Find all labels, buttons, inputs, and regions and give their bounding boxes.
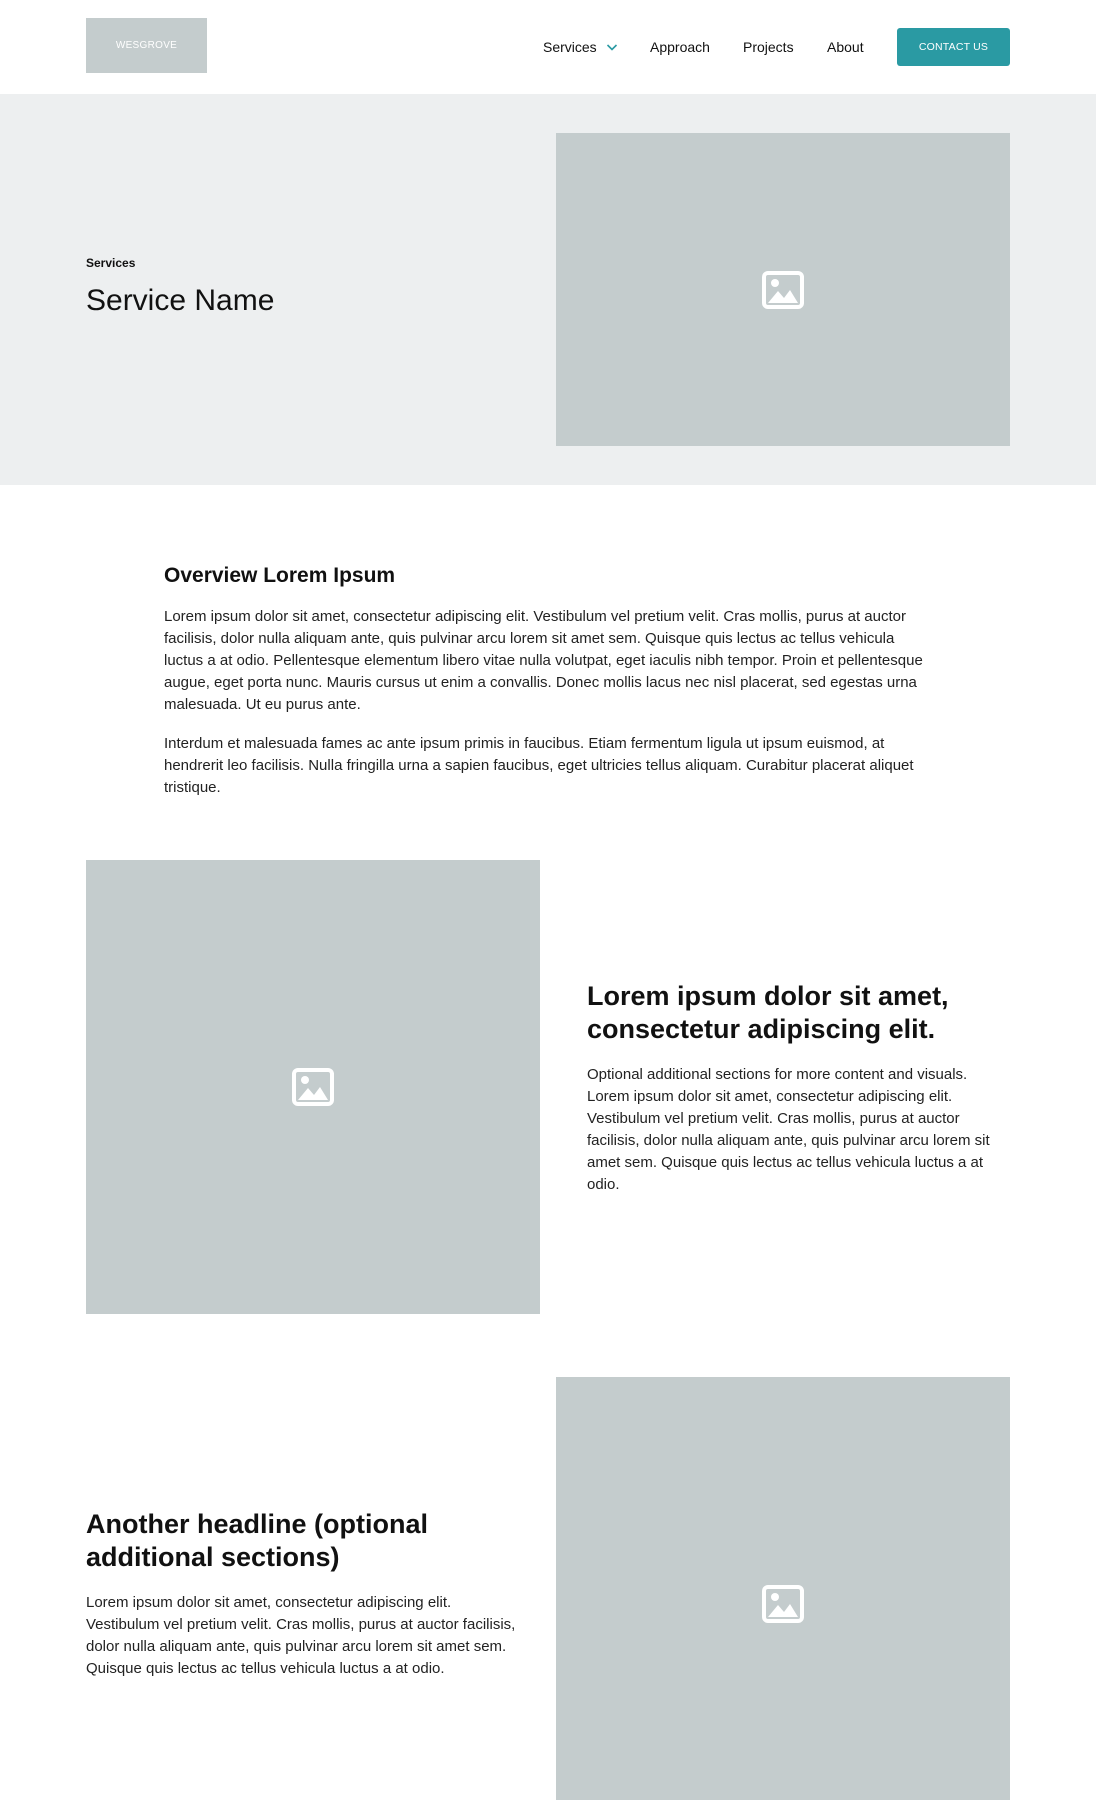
nav-item-services[interactable]	[543, 36, 597, 58]
nav-item-approach[interactable]	[650, 36, 710, 58]
nav-item-label: Services	[543, 39, 597, 55]
image-icon	[762, 1585, 804, 1623]
section-heading: Another headline (optional additional sections)	[86, 1509, 428, 1572]
section-image	[556, 1377, 1010, 1800]
section-body: Lorem ipsum dolor sit amet, consectetur adipiscing elit. Vestibulum vel pretium velit. Cras mollis, purus at auctor facilisis, dolor nulla aliquam ante, quis pulvinar arcu lorem sit amet sem. Quisque quis lectus ac tellus vehicula luctus a at odio.	[86, 1594, 516, 1677]
overview-paragraph: Interdum et malesuada fames ac ante ipsum primis in faucibus. Etiam fermentum ligula ut ipsum euismod, at hendrerit leo facilisis. Nulla fringilla urna a sapien faucibus, eget ultricies tellus aliquam. Curabitur placerat aliquet tristique.	[164, 735, 914, 796]
nav-item-label: About	[827, 39, 864, 55]
overview-heading: Overview Lorem Ipsum	[164, 564, 396, 587]
image-icon	[292, 1068, 334, 1106]
overview-section	[164, 562, 934, 816]
page-title: Service Name	[86, 284, 275, 317]
hero-image	[556, 133, 1010, 446]
chevron-down-icon[interactable]	[605, 40, 619, 54]
site-header	[0, 0, 1096, 94]
contact-us-button[interactable]: CONTACT US	[897, 28, 1010, 66]
nav-item-projects[interactable]	[743, 36, 794, 58]
logo-text: WESGROVE	[115, 40, 178, 51]
hero-section	[0, 94, 1096, 485]
section-body: Optional additional sections for more content and visuals. Lorem ipsum dolor sit amet, consectetur adipiscing elit. Vestibulum vel pretium velit. Cras mollis, purus at auctor facilisis, dolor nulla aliquam ante, quis pulvinar arcu lorem sit amet sem. Quisque quis lectus ac tellus vehicula luctus a at odio.	[587, 1066, 990, 1193]
feature-text-block	[587, 980, 1011, 1196]
hero-eyebrow: Services	[86, 256, 136, 270]
overview-paragraph: Lorem ipsum dolor sit amet, consectetur adipiscing elit. Vestibulum vel pretium velit. Cras mollis, purus at auctor facilisis, dolor nulla aliquam ante, quis pulvinar arcu lorem sit amet sem. Quisque quis lectus ac tellus vehicula luctus a at odio. Pellentesque elementum libero vitae nulla volutpat, eget iaculis nibh tempor. Proin et pellentesque augue, eget porta nunc. Mauris cursus ut enim a convallis. Donec mollis lacus nec nisl placerat, sed egestas urna malesuada. Ut eu purus ante.	[164, 608, 923, 713]
section-heading: Lorem ipsum dolor sit amet, consectetur adipiscing elit.	[587, 981, 949, 1044]
logo[interactable]	[86, 18, 207, 73]
nav-item-about[interactable]	[827, 36, 864, 58]
image-icon	[762, 271, 804, 309]
feature-text-block	[86, 1508, 516, 1680]
nav-item-label: Projects	[743, 39, 794, 55]
nav-item-label: Approach	[650, 39, 710, 55]
section-image	[86, 860, 540, 1314]
